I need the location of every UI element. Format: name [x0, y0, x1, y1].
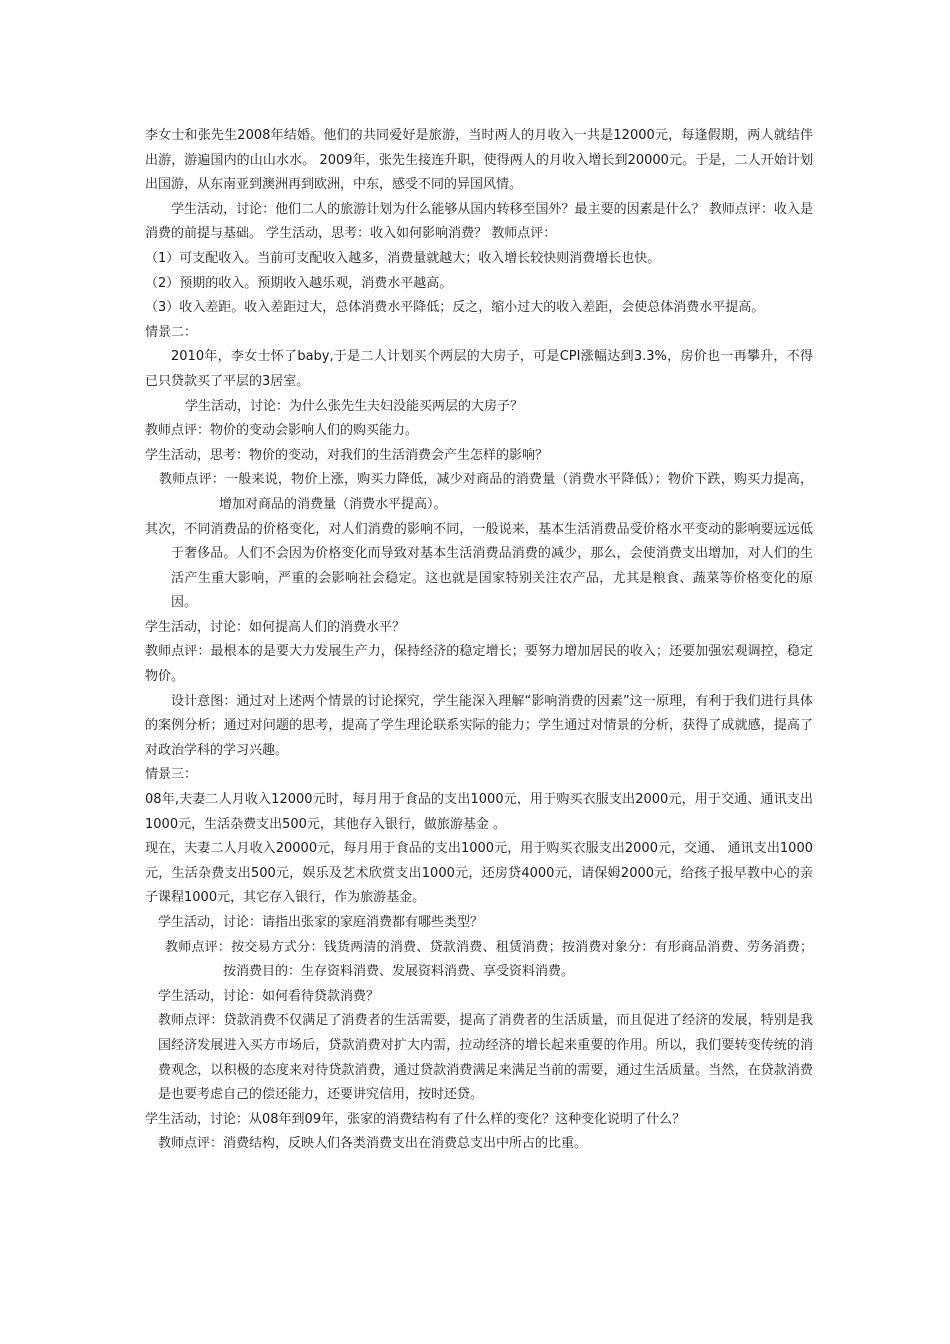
paragraph-secondly: 其次，不同消费品的价格变化，对人们消费的影响不同，一般说来，基本生活消费品受价格水平变动的影响要远远低于奢侈品。人们不会因为价格变化而导致对基本生活消费品消费的减少，那么，会使消费支出增加，对人们的生活产生重大影响，严重的会影响社会稳定。这也就是国家特别关注农产品，尤其是粮食、蔬菜等价格变化的原因。 — [145, 521, 813, 611]
paragraph-discussion-3: 学生活动，讨论：如何提高人们的消费水平？ — [145, 619, 406, 635]
paragraph-discussion-2: 学生活动，讨论：为什么张先生夫妇没能买两层的大房子？ — [185, 398, 524, 414]
paragraph-thinking-2: 学生活动，思考：物价的变动，对我们的生活消费会产生怎样的影响？ — [145, 447, 549, 463]
paragraph-scenario-2-story: 2010年，李女士怀了baby,于是二人计划买个两层的大房子，可是CPI涨幅达到3.3%，房价也一再攀升，不得已只贷款买了平层的3居室。 — [145, 349, 813, 389]
paragraph-comment-5: 教师点评：按交易方式分：钱货两清的消费、贷款消费、租赁消费；按消费对象分：有形商品消费、劳务消费；按消费目的：生存资料消费、发展资料消费、享受资料消费。 — [165, 939, 813, 980]
heading-scenario-3: 情景三： — [145, 767, 198, 783]
paragraph-comment-4: 教师点评：最根本的是要大力发展生产力，保持经济的稳定增长；要努力增加居民的收入；还要加强宏观调控，稳定物价。 — [145, 644, 813, 685]
paragraph-comment-7: 教师点评：消费结构，反映人们各类消费支出在消费总支出中所占的比重。 — [158, 1136, 588, 1152]
paragraph-comment-2: 教师点评：物价的变动会影响人们的购买能力。 — [145, 423, 419, 439]
paragraph-discussion-6: 学生活动，讨论：从08年到09年，张家的消费结构有了什么样的变化？这种变化说明了什么？ — [145, 1111, 686, 1127]
paragraph-scenario-3-2008: 08年,夫妻二人月收入12000元时，每月用于食品的支出1000元，用于购买衣服支出2000元，用于交通、通讯支出1000元，生活杂费支出500元，其他存入银行，做旅游基金 。 — [145, 792, 813, 832]
paragraph-comment-3: 教师点评：一般来说，物价上涨，购买力降低，减少对商品的消费量（消费水平降低）；物价下跌，购买力提高，增加对商品的消费量（消费水平提高）。 — [159, 472, 813, 512]
paragraph-scenario-3-now: 现在，夫妻二人月收入20000元，每月用于食品的支出1000元，用于购买衣服支出2000元，交通、 通讯支出1000元，生活杂费支出500元，娱乐及艺术欣赏支出1000元，还房贷4000元，请保姆2000元，给孩子报早教中心的亲子课程1000元，其它存入银行，作为旅游基金。 — [145, 841, 813, 906]
paragraph-design-intent: 设计意图：通过对上述两个情景的讨论探究，学生能深入理解“影响消费的因素”这一原理，有利于我们进行具体的案例分析；通过对问题的思考，提高了学生理论联系实际的能力；学生通过对情景的分析，获得了成就感，提高了对政治学科的学习兴趣。 — [145, 693, 813, 758]
paragraph-point-2: （2）预期的收入。预期收入越乐观，消费水平越高。 — [145, 275, 453, 291]
paragraph-discussion-4: 学生活动，讨论：请指出张家的家庭消费都有哪些类型？ — [158, 915, 484, 930]
paragraph-intro: 李女士和张先生2008年结婚。他们的共同爱好是旅游，当时两人的月收入一共是12000元，每逢假期，两人就结伴出游，游遍国内的山山水水。 2009年，张先生接连升职，使得两人的月收入增长到20000元。于是，二人开始计划出国游，从东南亚到澳洲再到欧洲，中东，感受不同的异国风情。 — [145, 128, 813, 193]
heading-scenario-2: 情景二： — [145, 324, 198, 340]
paragraph-discussion-1: 学生活动，讨论：他们二人的旅游计划为什么能够从国内转移至国外？最主要的因素是什么？ 教师点评：收入是消费的前提与基础。 学生活动，思考：收入如何影响消费？ 教师点评： — [145, 201, 813, 242]
paragraph-comment-6: 教师点评：贷款消费不仅满足了消费者的生活需要，提高了消费者的生活质量，而且促进了经济的发展，特别是我国经济发展进入买方市场后，贷款消费对扩大内需，拉动经济的增长起来重要的作用。所以，我们要转变传统的消费观念，以积极的态度来对待贷款消费，通过贷款消费满足来满足当前的需要，通过生活质量。当然，在贷款消费是也要考虑自己的偿还能力，还要讲究信用，按时还贷。 — [158, 1013, 813, 1103]
paragraph-point-1: （1）可支配收入。当前可支配收入越多，消费量就越大；收入增长较快则消费增长也快。 — [145, 250, 661, 266]
document-body — [145, 124, 813, 1157]
paragraph-point-3: （3）收入差距。收入差距过大，总体消费水平降低；反之，缩小过大的收入差距，会使总体消费水平提高。 — [145, 300, 765, 316]
paragraph-discussion-5: 学生活动，讨论：如何看待贷款消费？ — [158, 988, 380, 1004]
